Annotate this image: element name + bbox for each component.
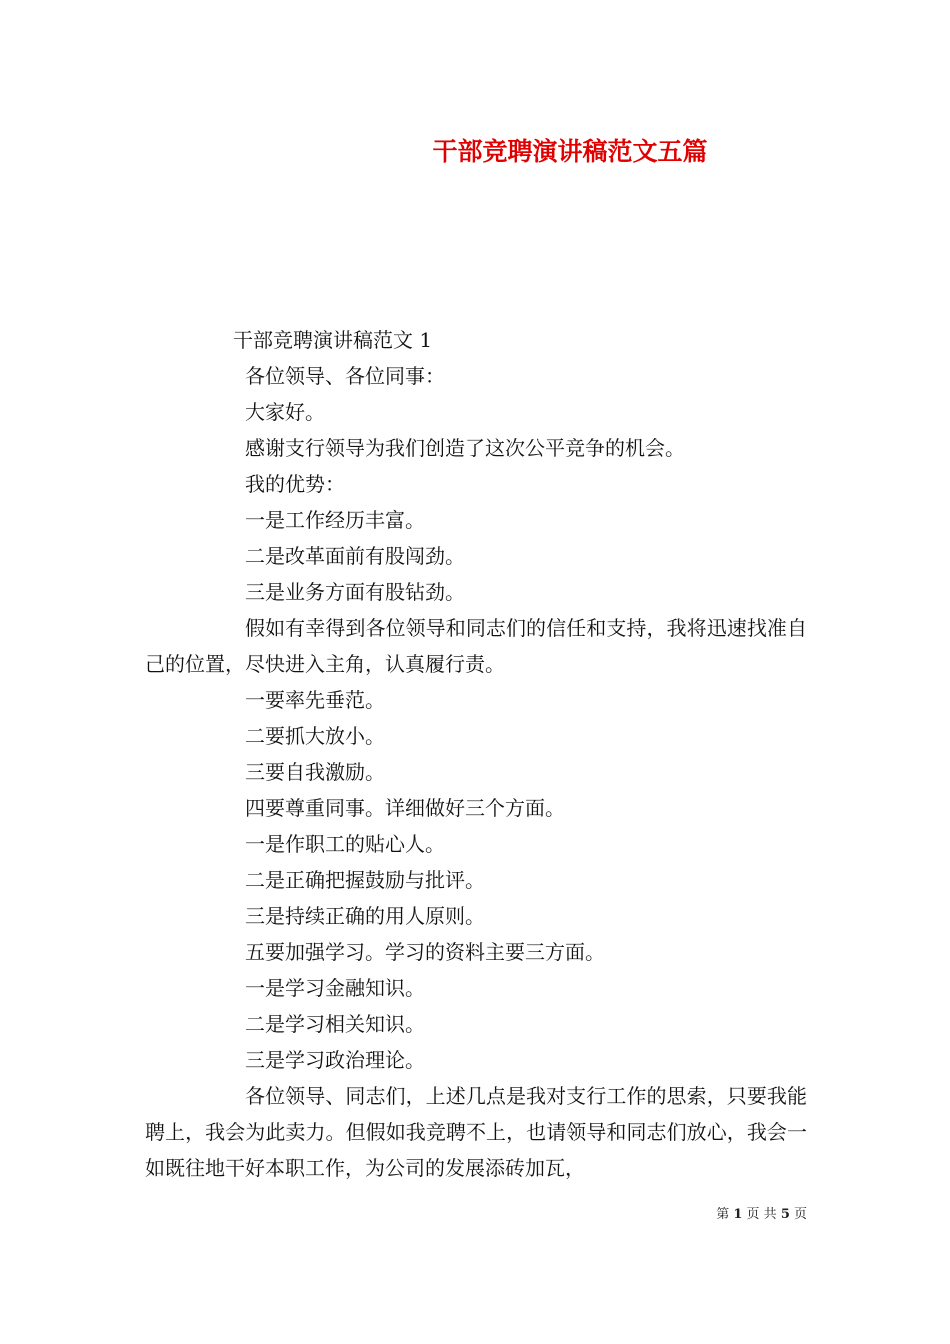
- paragraph: 三是业务方面有股钻劲。: [245, 580, 465, 604]
- paragraph: 一要率先垂范。: [245, 688, 385, 712]
- paragraph: 三要自我激励。: [245, 760, 385, 784]
- paragraph: 二是正确把握鼓励与批评。: [245, 868, 485, 892]
- paragraph: 三是学习政治理论。: [245, 1048, 425, 1072]
- paragraph: 二是改革面前有股闯劲。: [245, 544, 465, 568]
- page-footer: [716, 1203, 807, 1222]
- paragraph: 三是持续正确的用人原则。: [245, 904, 485, 928]
- paragraph: 我的优势：: [245, 472, 345, 496]
- paragraph: 一是学习金融知识。: [245, 976, 425, 1000]
- footer-suffix: 页: [789, 1207, 807, 1222]
- paragraph: 二是学习相关知识。: [245, 1012, 425, 1036]
- footer-middle: 页 共: [742, 1207, 781, 1222]
- section-heading: 干部竞聘演讲稿范文 1: [233, 328, 433, 352]
- paragraph: 假如有幸得到各位领导和同志们的信任和支持，我将迅速找准自己的位置，尽快进入主角，认真履行责。: [145, 616, 807, 676]
- footer-prefix: 第: [716, 1207, 734, 1222]
- paragraph: 一是作职工的贴心人。: [245, 832, 445, 856]
- current-page-number: 1: [733, 1207, 743, 1222]
- paragraph: 大家好。: [245, 400, 325, 424]
- paragraph: 二要抓大放小。: [245, 724, 385, 748]
- paragraph: 五要加强学习。学习的资料主要三方面。: [245, 940, 605, 964]
- document-body: [145, 322, 807, 1186]
- paragraph: 各位领导、同志们，上述几点是我对支行工作的思索，只要我能聘上，我会为此卖力。但假如我竞聘不上，也请领导和同志们放心，我会一如既往地干好本职工作，为公司的发展添砖加瓦，: [145, 1084, 807, 1180]
- document-title: 干部竞聘演讲稿范文五篇: [432, 137, 708, 166]
- paragraph: 各位领导、各位同事：: [245, 364, 445, 388]
- paragraph: 一是工作经历丰富。: [245, 508, 425, 532]
- paragraph: 感谢支行领导为我们创造了这次公平竞争的机会。: [245, 436, 685, 460]
- total-pages-number: 5: [780, 1207, 790, 1222]
- paragraph: 四要尊重同事。详细做好三个方面。: [245, 796, 565, 820]
